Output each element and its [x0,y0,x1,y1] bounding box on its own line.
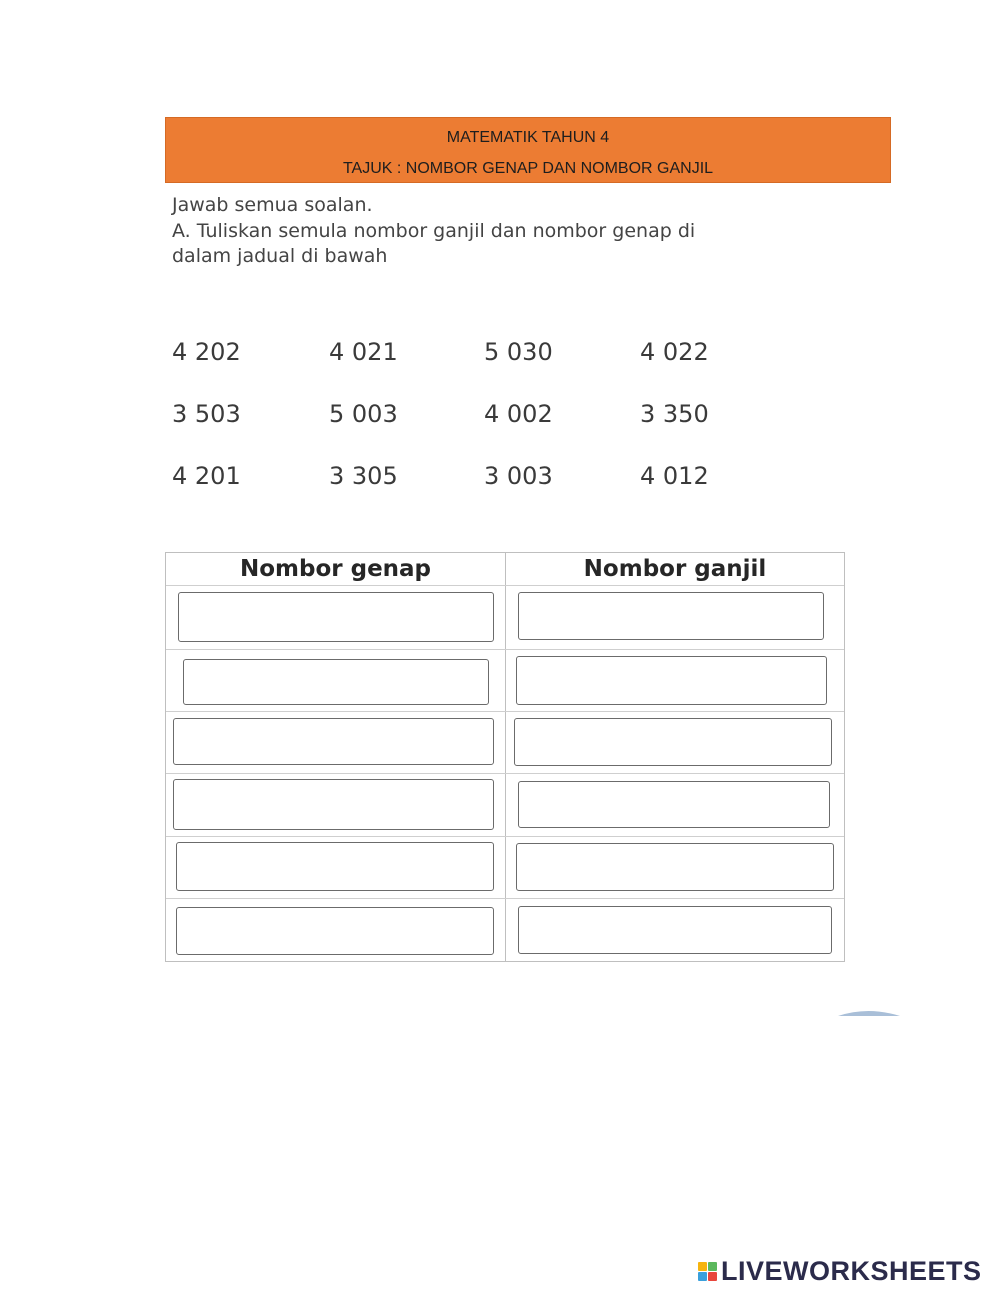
even-answer-input[interactable] [178,592,494,642]
number-item: 4 202 [172,338,241,366]
column-header-odd: Nombor ganjil [583,556,767,582]
even-answer-input[interactable] [176,842,494,891]
number-item: 4 201 [172,462,241,490]
even-answer-input[interactable] [173,718,494,765]
instruction-line-3: dalam jadual di bawah [172,245,388,267]
even-answer-input[interactable] [173,779,494,830]
logo-tile [708,1272,717,1281]
odd-answer-input[interactable] [516,656,827,705]
column-header-even: Nombor genap [239,556,432,582]
number-item: 5 030 [484,338,553,366]
row-divider [166,711,844,712]
number-item: 3 003 [484,462,553,490]
liveworksheets-logo [698,1256,982,1286]
number-item: 3 350 [640,400,709,428]
brand-name: LIVEWORKSHEETS [721,1255,982,1286]
number-item: 4 022 [640,338,709,366]
number-item: 5 003 [329,400,398,428]
number-item: 3 503 [172,400,241,428]
odd-answer-input[interactable] [514,718,832,766]
row-divider [166,836,844,837]
decorative-artifact [838,1008,900,1016]
worksheet-topic: TAJUK : NOMBOR GENAP DAN NOMBOR GANJIL [342,160,714,177]
answer-table [165,552,845,962]
number-item: 3 305 [329,462,398,490]
odd-answer-input[interactable] [518,781,830,828]
odd-answer-input[interactable] [518,592,824,640]
number-item: 4 002 [484,400,553,428]
row-divider [166,649,844,650]
odd-answer-input[interactable] [518,906,832,954]
row-divider [166,898,844,899]
instruction-line-2: A. Tuliskan semula nombor ganjil dan nombor genap di [172,220,696,242]
logo-grid-icon [698,1262,717,1281]
number-item: 4 012 [640,462,709,490]
worksheet-title: MATEMATIK TAHUN 4 [446,129,610,146]
row-divider [166,773,844,774]
even-answer-input[interactable] [176,907,494,955]
odd-answer-input[interactable] [516,843,834,891]
even-answer-input[interactable] [183,659,489,705]
column-divider [505,553,506,961]
logo-tile [698,1272,707,1281]
header-divider [166,585,844,586]
number-item: 4 021 [329,338,398,366]
instruction-line-1: Jawab semua soalan. [172,194,373,216]
logo-tile [708,1262,717,1271]
title-banner [165,117,891,183]
logo-tile [698,1262,707,1271]
